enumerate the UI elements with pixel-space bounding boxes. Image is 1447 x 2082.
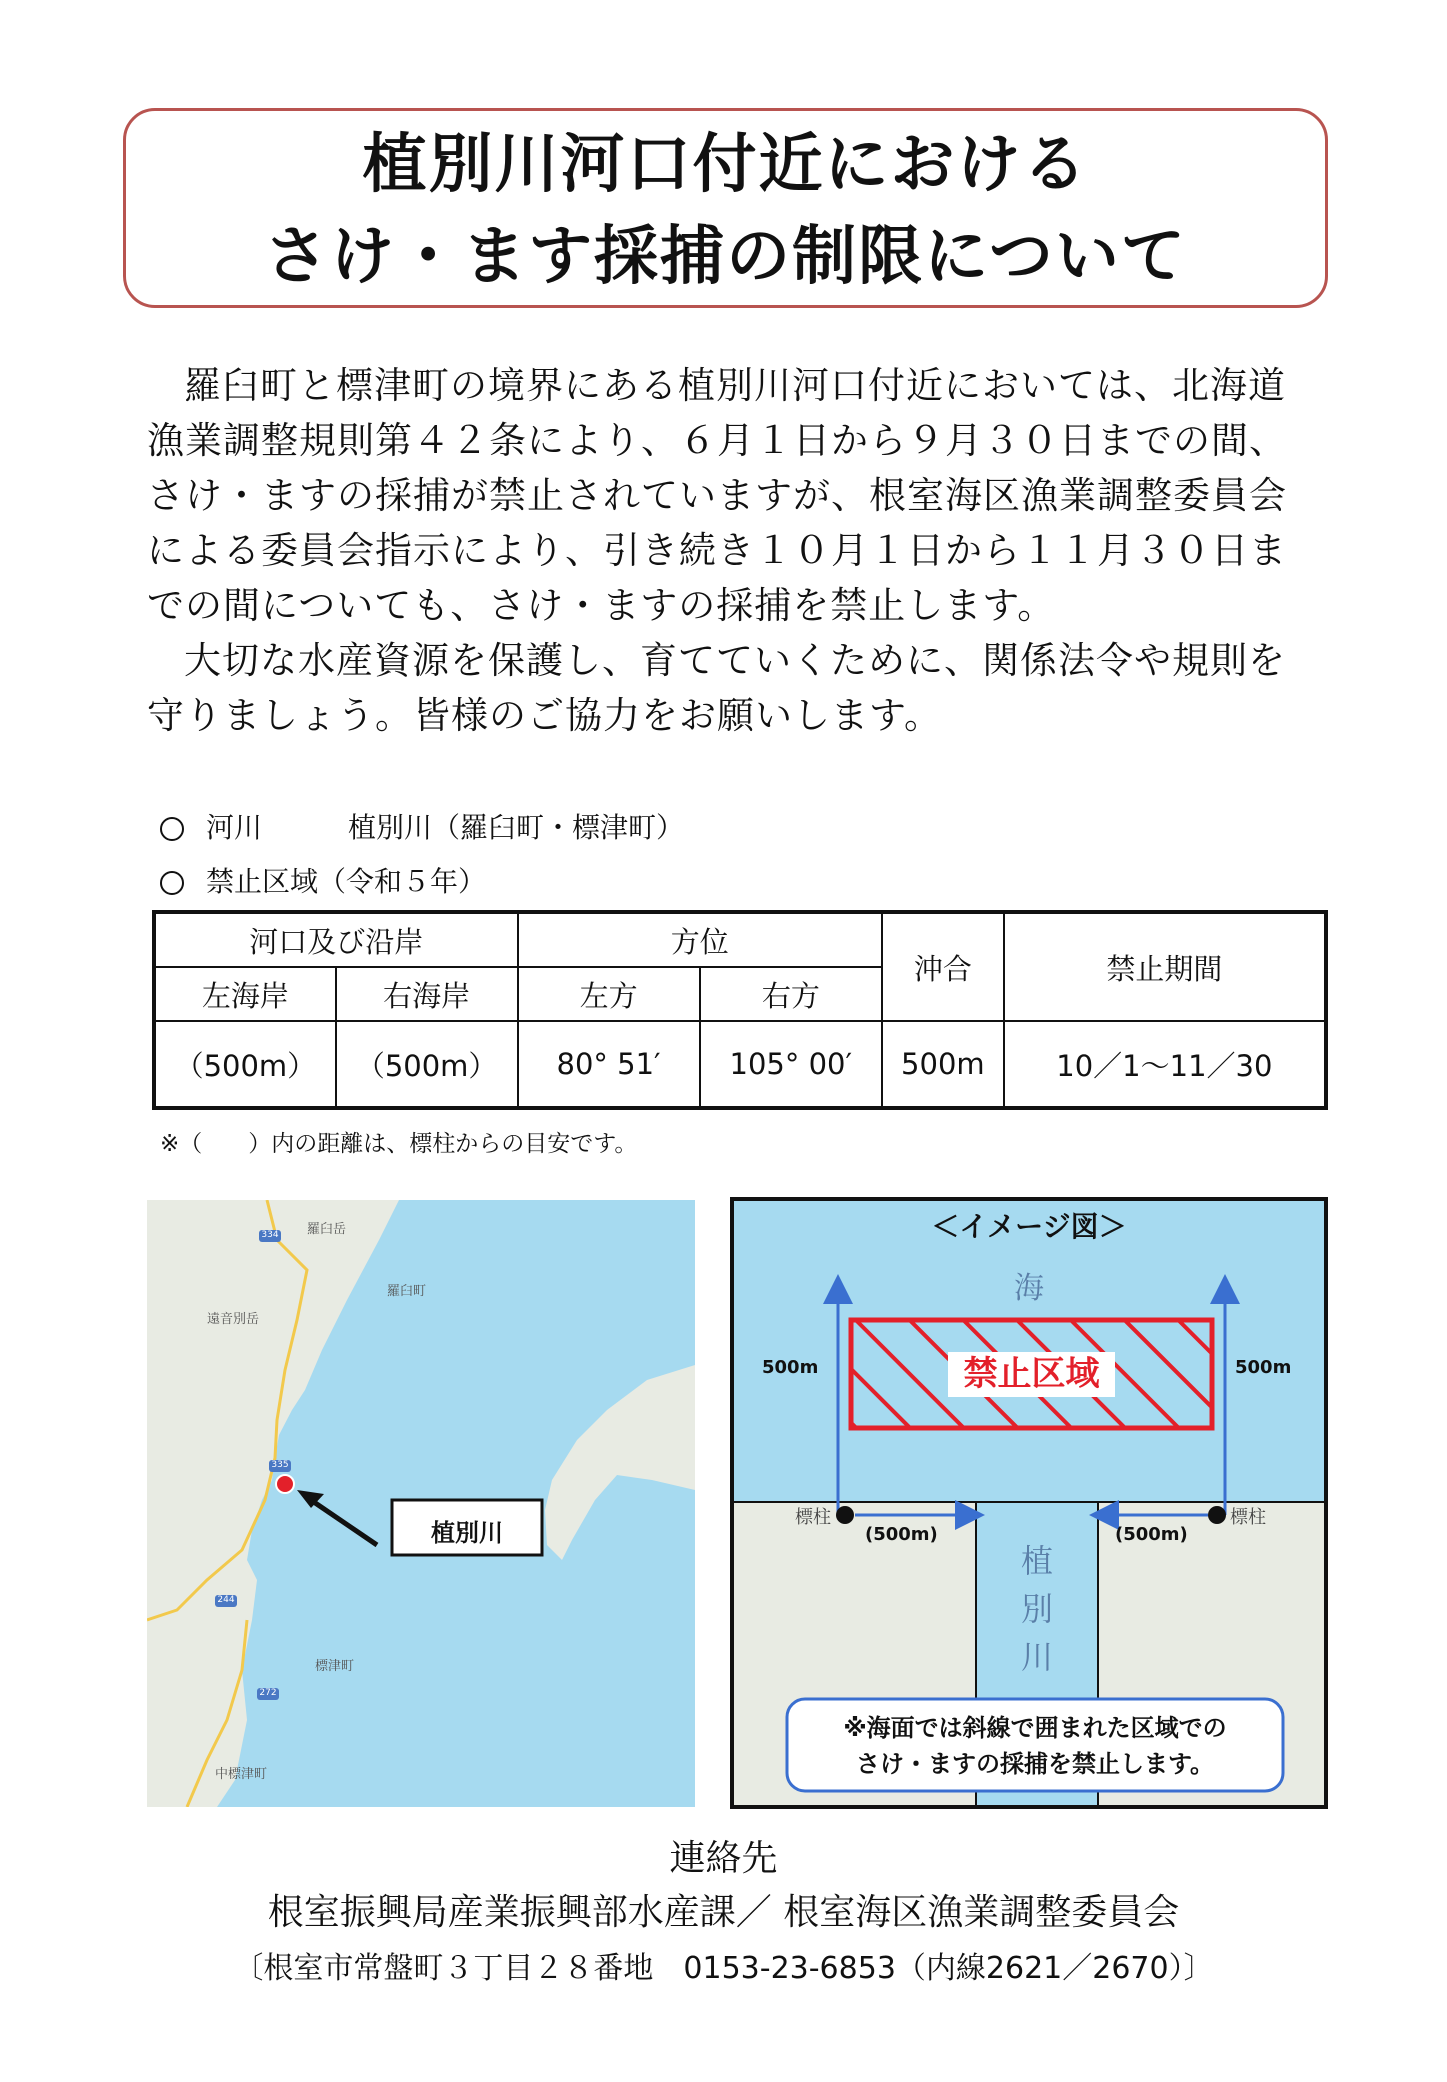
header-left: 左方	[518, 967, 700, 1021]
zone-label: 禁止区域（令和５年）	[206, 865, 487, 898]
location-marker-icon	[276, 1475, 294, 1493]
diagram-note-line-2: さけ・ますの採捕を禁止します。	[855, 1750, 1215, 1778]
value-offshore: 500m	[882, 1021, 1004, 1108]
intro-paragraph-1: 羅臼町と標津町の境界にある植別川河口付近においては、北海道漁業調整規則第４２条により、６月１日から９月３０日までの間、さけ・ますの採捕が禁止されていますが、根室海区漁業調整委員会による委員会指示により、引き続き１０月１日から１１月３０日までの間についても、さけ・ますの採捕を禁止します。	[147, 364, 1287, 627]
info-river	[160, 808, 684, 848]
value-left: 80° 51′	[518, 1021, 700, 1108]
location-map	[147, 1200, 695, 1807]
diagram-dist-left: 500m	[762, 1357, 819, 1378]
road-272-label: 272	[259, 1688, 277, 1698]
title-box	[123, 108, 1328, 308]
diagram-post-right: 標柱	[1230, 1507, 1266, 1528]
diagram-river-label	[976, 1537, 1098, 1681]
river-label: 河川	[206, 811, 263, 844]
diagram-note	[787, 1710, 1283, 1782]
road-335-label: 335	[271, 1460, 289, 1470]
diagram-title: ＜イメージ図＞	[931, 1210, 1127, 1243]
contact-org: 根室振興局産業振興部水産課／ 根室海区漁業調整委員会	[267, 1892, 1180, 1933]
diagram-side-left: (500m)	[865, 1524, 938, 1545]
circle-bullet-icon	[160, 871, 184, 895]
value-right-coast: （500m）	[336, 1021, 518, 1108]
map-label-onnebetsu: 遠音別岳	[207, 1312, 260, 1327]
header-bearing: 方位	[518, 912, 882, 967]
table-note: ※（ ）内の距離は、標柱からの目安です。	[160, 1131, 638, 1157]
header-coast: 河口及び沿岸	[154, 912, 518, 967]
diagram-note-line-1: ※海面では斜線で囲まれた区域での	[843, 1714, 1227, 1742]
title-line-1: 植別川河口付近における	[362, 128, 1089, 202]
header-period: 禁止期間	[1004, 912, 1326, 1021]
diagram-sea-label: 海	[1014, 1271, 1044, 1306]
value-left-coast: （500m）	[154, 1021, 336, 1108]
river-char-3: 川	[1020, 1638, 1053, 1676]
river-char-1: 植	[1020, 1542, 1053, 1580]
diagram-post-left: 標柱	[795, 1507, 831, 1528]
road-334-label: 334	[261, 1230, 279, 1240]
info-zone	[160, 862, 486, 902]
header-offshore: 沖合	[882, 912, 1004, 1021]
map-label-shibetsu: 標津町	[315, 1659, 355, 1674]
left-post-marker-icon	[836, 1506, 854, 1524]
diagram-zone-label: 禁止区域	[963, 1354, 1100, 1394]
map-label-rausudake: 羅臼岳	[307, 1222, 347, 1237]
road-244-label: 244	[217, 1595, 235, 1605]
value-period: 10／1～11／30	[1004, 1021, 1326, 1108]
value-right: 105° 00′	[700, 1021, 882, 1108]
river-char-2: 別	[1020, 1590, 1053, 1628]
right-post-marker-icon	[1208, 1506, 1226, 1524]
intro-paragraph-2: 大切な水産資源を保護し、育てていくために、関係法令や規則を守りましょう。皆様のご協力をお願いします。	[147, 639, 1286, 737]
circle-bullet-icon	[160, 817, 184, 841]
intro-text	[147, 358, 1317, 743]
contact-address: 〔根室市常盤町３丁目２８番地 0153-23-6853（内線2621／2670）〕	[233, 1951, 1214, 1986]
map-label-rausu: 羅臼町	[387, 1284, 427, 1299]
header-left-coast: 左海岸	[154, 967, 336, 1021]
callout-label: 植別川	[431, 1519, 503, 1547]
image-diagram	[730, 1197, 1328, 1809]
restriction-table	[152, 910, 1328, 1110]
diagram-side-right: (500m)	[1115, 1524, 1188, 1545]
header-right-coast: 右海岸	[336, 967, 518, 1021]
contact-heading: 連絡先	[669, 1838, 778, 1879]
title-line-2: さけ・ます採捕の制限について	[264, 220, 1187, 294]
header-right: 右方	[700, 967, 882, 1021]
river-value: 植別川（羅臼町・標津町）	[348, 811, 685, 844]
map-label-nakashibetsu: 中標津町	[215, 1767, 268, 1782]
diagram-dist-right: 500m	[1235, 1357, 1292, 1378]
